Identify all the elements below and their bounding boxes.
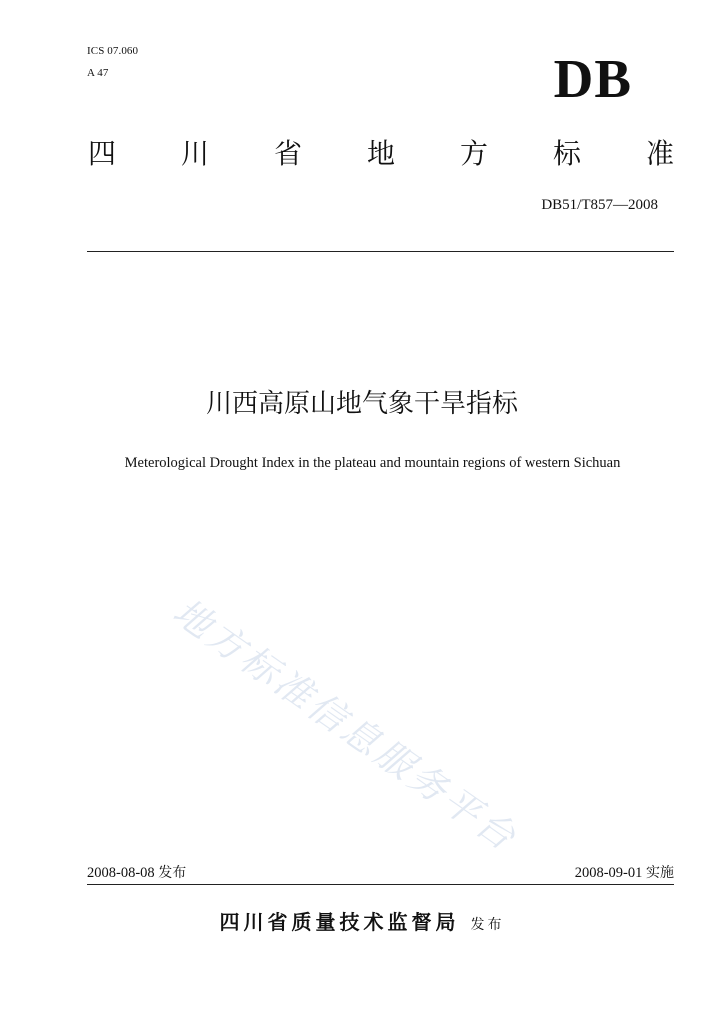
standard-type-char: 方 [459, 137, 488, 170]
issue-date [87, 863, 186, 883]
standard-type-char: 省 [273, 137, 302, 170]
document-title-chinese: 川西高原山地气象干旱指标 [205, 389, 518, 419]
db-logo: DB [553, 48, 632, 109]
standard-type-char: 地 [366, 137, 395, 170]
issue-date-label: 发布 [158, 865, 187, 881]
document-title-english: Meterological Drought Index in the plateau and mountain regions of western Sichuan [124, 455, 621, 471]
ics-code: ICS 07.060 [87, 45, 139, 57]
top-divider [87, 251, 674, 252]
implementation-date-value: 2008-09-01 [574, 865, 643, 881]
watermark: 地方标准信息服务平台 [165, 590, 526, 861]
implementation-date [575, 863, 674, 883]
standard-type-char: 准 [645, 137, 674, 170]
standard-type-char: 四 [87, 137, 116, 170]
standard-type-heading [87, 134, 675, 174]
standard-type-char: 川 [180, 137, 209, 170]
bottom-divider [87, 884, 674, 885]
implementation-date-label: 实施 [646, 865, 674, 881]
issue-date-value: 2008-08-08 [87, 865, 155, 881]
classification-code: A 47 [87, 67, 109, 79]
standard-type-char: 标 [552, 137, 581, 170]
standard-number: DB51/T857—2008 [541, 197, 658, 213]
publisher-suffix: 发布 [470, 917, 505, 933]
publisher-name: 四川省质量技术监督局 [219, 910, 460, 934]
publisher [0, 906, 724, 935]
